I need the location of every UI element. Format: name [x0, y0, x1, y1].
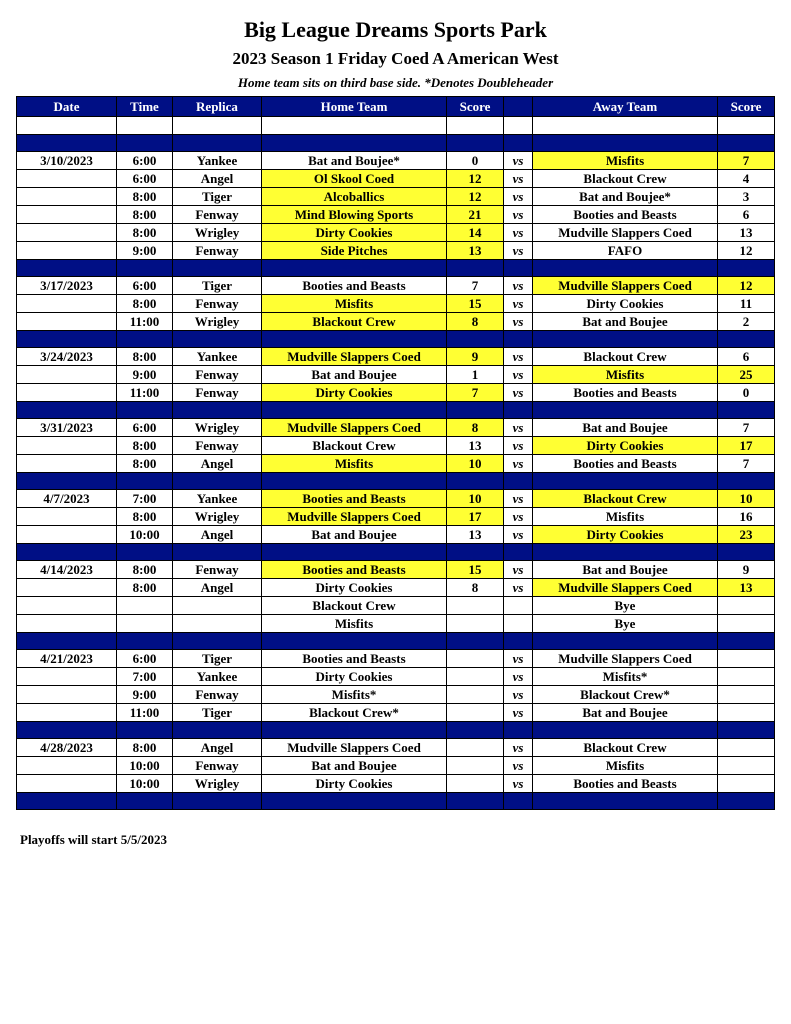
game-row [17, 686, 775, 704]
home-score-cell: 7 [447, 277, 504, 295]
vs-cell: vs [504, 348, 533, 366]
home-score-cell: 15 [447, 295, 504, 313]
away-score-cell [718, 704, 775, 722]
away-score-cell [718, 615, 775, 633]
game-row [17, 561, 775, 579]
time-cell: 8:00 [117, 295, 173, 313]
home-team-cell: Bat and Boujee* [262, 152, 447, 170]
vs-cell: vs [504, 561, 533, 579]
home-team-cell: Blackout Crew* [262, 704, 447, 722]
date-cell [17, 668, 117, 686]
away-team-cell: Mudville Slappers Coed [533, 650, 718, 668]
away-score-cell [718, 668, 775, 686]
game-row [17, 313, 775, 331]
time-cell: 8:00 [117, 224, 173, 242]
home-team-cell: Blackout Crew [262, 437, 447, 455]
away-team-cell: Misfits* [533, 668, 718, 686]
week-separator-row [17, 473, 775, 490]
schedule-table [16, 96, 775, 810]
date-cell [17, 313, 117, 331]
away-team-cell: Blackout Crew [533, 348, 718, 366]
date-cell: 4/28/2023 [17, 739, 117, 757]
away-team-cell: Blackout Crew [533, 170, 718, 188]
week-separator-row [17, 544, 775, 561]
date-cell: 3/24/2023 [17, 348, 117, 366]
date-cell [17, 366, 117, 384]
schedule-note: Home team sits on third base side. *Denotes Doubleheader [237, 75, 554, 90]
away-team-cell: Misfits [533, 366, 718, 384]
home-score-cell [447, 757, 504, 775]
col-header-date: Date [17, 97, 117, 117]
vs-cell: vs [504, 739, 533, 757]
blank-row [17, 117, 775, 135]
away-score-cell: 6 [718, 206, 775, 224]
home-score-cell: 8 [447, 419, 504, 437]
away-team-cell: Bat and Boujee [533, 419, 718, 437]
home-team-cell: Bat and Boujee [262, 366, 447, 384]
away-team-cell: Mudville Slappers Coed [533, 277, 718, 295]
away-team-cell: Dirty Cookies [533, 526, 718, 544]
replica-cell: Yankee [173, 490, 262, 508]
home-score-cell: 17 [447, 508, 504, 526]
game-row [17, 419, 775, 437]
vs-cell: vs [504, 650, 533, 668]
vs-cell: vs [504, 757, 533, 775]
away-score-cell: 7 [718, 419, 775, 437]
home-score-cell [447, 668, 504, 686]
home-score-cell: 12 [447, 188, 504, 206]
away-score-cell: 25 [718, 366, 775, 384]
replica-cell: Wrigley [173, 224, 262, 242]
replica-cell [173, 615, 262, 633]
replica-cell: Yankee [173, 152, 262, 170]
vs-cell: vs [504, 668, 533, 686]
date-cell: 4/21/2023 [17, 650, 117, 668]
playoffs-note: Playoffs will start 5/5/2023 [20, 832, 167, 847]
away-score-cell: 0 [718, 384, 775, 402]
vs-cell: vs [504, 384, 533, 402]
time-cell [117, 597, 173, 615]
home-score-cell: 10 [447, 455, 504, 473]
game-row [17, 455, 775, 473]
time-cell: 9:00 [117, 242, 173, 260]
home-score-cell [447, 775, 504, 793]
home-team-cell: Misfits [262, 615, 447, 633]
home-score-cell: 9 [447, 348, 504, 366]
replica-cell: Tiger [173, 277, 262, 295]
away-team-cell: Blackout Crew [533, 739, 718, 757]
page-subtitle: 2023 Season 1 Friday Coed A American West [232, 49, 559, 68]
home-team-cell: Side Pitches [262, 242, 447, 260]
replica-cell: Angel [173, 526, 262, 544]
date-cell [17, 188, 117, 206]
away-team-cell: Bat and Boujee* [533, 188, 718, 206]
home-team-cell: Mudville Slappers Coed [262, 508, 447, 526]
replica-cell: Angel [173, 455, 262, 473]
home-team-cell: Mind Blowing Sports [262, 206, 447, 224]
col-header-away-score: Score [718, 97, 775, 117]
away-score-cell: 12 [718, 242, 775, 260]
home-team-cell: Misfits* [262, 686, 447, 704]
time-cell: 6:00 [117, 170, 173, 188]
time-cell [117, 615, 173, 633]
date-cell [17, 224, 117, 242]
away-team-cell: Bat and Boujee [533, 561, 718, 579]
away-team-cell: Mudville Slappers Coed [533, 579, 718, 597]
replica-cell: Angel [173, 739, 262, 757]
home-team-cell: Dirty Cookies [262, 579, 447, 597]
home-score-cell: 14 [447, 224, 504, 242]
away-team-cell: FAFO [533, 242, 718, 260]
game-row [17, 704, 775, 722]
time-cell: 6:00 [117, 650, 173, 668]
week-separator-row [17, 260, 775, 277]
replica-cell: Tiger [173, 704, 262, 722]
away-score-cell: 7 [718, 152, 775, 170]
vs-cell: vs [504, 242, 533, 260]
time-cell: 11:00 [117, 384, 173, 402]
time-cell: 8:00 [117, 561, 173, 579]
vs-cell: vs [504, 508, 533, 526]
away-team-cell: Booties and Beasts [533, 775, 718, 793]
away-score-cell: 13 [718, 224, 775, 242]
page-title: Big League Dreams Sports Park [244, 17, 547, 42]
away-score-cell [718, 739, 775, 757]
replica-cell: Wrigley [173, 775, 262, 793]
home-score-cell [447, 686, 504, 704]
away-score-cell: 23 [718, 526, 775, 544]
time-cell: 8:00 [117, 437, 173, 455]
vs-cell: vs [504, 188, 533, 206]
game-row [17, 348, 775, 366]
home-score-cell: 12 [447, 170, 504, 188]
game-row [17, 295, 775, 313]
game-row [17, 757, 775, 775]
away-team-cell: Booties and Beasts [533, 384, 718, 402]
away-team-cell: Bye [533, 615, 718, 633]
col-header-home-team: Home Team [262, 97, 447, 117]
col-header-away-team: Away Team [533, 97, 718, 117]
week-separator-row [17, 793, 775, 810]
replica-cell: Fenway [173, 242, 262, 260]
replica-cell: Yankee [173, 348, 262, 366]
date-cell [17, 170, 117, 188]
home-team-cell: Ol Skool Coed [262, 170, 447, 188]
replica-cell: Tiger [173, 650, 262, 668]
game-row [17, 152, 775, 170]
schedule-body [17, 117, 775, 810]
game-row [17, 384, 775, 402]
away-team-cell: Blackout Crew [533, 490, 718, 508]
home-score-cell: 0 [447, 152, 504, 170]
vs-cell: vs [504, 526, 533, 544]
home-team-cell: Booties and Beasts [262, 561, 447, 579]
away-score-cell: 11 [718, 295, 775, 313]
replica-cell: Angel [173, 579, 262, 597]
away-score-cell: 6 [718, 348, 775, 366]
game-row [17, 597, 775, 615]
game-row [17, 490, 775, 508]
home-team-cell: Misfits [262, 295, 447, 313]
home-score-cell: 13 [447, 242, 504, 260]
away-score-cell: 13 [718, 579, 775, 597]
home-team-cell: Bat and Boujee [262, 526, 447, 544]
home-score-cell: 8 [447, 313, 504, 331]
home-score-cell: 7 [447, 384, 504, 402]
replica-cell: Fenway [173, 384, 262, 402]
home-team-cell: Booties and Beasts [262, 277, 447, 295]
time-cell: 8:00 [117, 508, 173, 526]
vs-cell: vs [504, 277, 533, 295]
home-team-cell: Alcoballics [262, 188, 447, 206]
home-team-cell: Misfits [262, 455, 447, 473]
game-row [17, 615, 775, 633]
away-score-cell [718, 775, 775, 793]
time-cell: 8:00 [117, 348, 173, 366]
away-team-cell: Dirty Cookies [533, 437, 718, 455]
vs-cell [504, 597, 533, 615]
vs-cell [504, 615, 533, 633]
col-header-vs [504, 97, 533, 117]
date-cell: 4/7/2023 [17, 490, 117, 508]
home-score-cell: 1 [447, 366, 504, 384]
week-separator-row [17, 402, 775, 419]
vs-cell: vs [504, 170, 533, 188]
vs-cell: vs [504, 579, 533, 597]
vs-cell: vs [504, 704, 533, 722]
date-cell [17, 615, 117, 633]
away-team-cell: Misfits [533, 508, 718, 526]
away-score-cell: 9 [718, 561, 775, 579]
home-team-cell: Mudville Slappers Coed [262, 739, 447, 757]
away-team-cell: Bat and Boujee [533, 704, 718, 722]
vs-cell: vs [504, 224, 533, 242]
time-cell: 7:00 [117, 490, 173, 508]
col-header-replica: Replica [173, 97, 262, 117]
date-cell [17, 508, 117, 526]
away-score-cell: 7 [718, 455, 775, 473]
home-score-cell [447, 650, 504, 668]
vs-cell: vs [504, 366, 533, 384]
time-cell: 10:00 [117, 775, 173, 793]
vs-cell: vs [504, 490, 533, 508]
vs-cell: vs [504, 455, 533, 473]
away-score-cell [718, 686, 775, 704]
home-score-cell [447, 704, 504, 722]
game-row [17, 775, 775, 793]
replica-cell: Angel [173, 170, 262, 188]
away-score-cell: 12 [718, 277, 775, 295]
date-cell [17, 206, 117, 224]
game-row [17, 579, 775, 597]
vs-cell: vs [504, 206, 533, 224]
time-cell: 9:00 [117, 366, 173, 384]
time-cell: 9:00 [117, 686, 173, 704]
date-cell: 3/17/2023 [17, 277, 117, 295]
time-cell: 8:00 [117, 739, 173, 757]
game-row [17, 650, 775, 668]
col-header-time: Time [117, 97, 173, 117]
home-team-cell: Dirty Cookies [262, 384, 447, 402]
date-cell: 3/31/2023 [17, 419, 117, 437]
replica-cell: Fenway [173, 757, 262, 775]
away-score-cell: 2 [718, 313, 775, 331]
away-team-cell: Misfits [533, 757, 718, 775]
home-team-cell: Dirty Cookies [262, 775, 447, 793]
week-separator-row [17, 135, 775, 152]
date-cell [17, 384, 117, 402]
replica-cell: Fenway [173, 366, 262, 384]
away-score-cell [718, 597, 775, 615]
home-team-cell: Dirty Cookies [262, 668, 447, 686]
home-score-cell [447, 739, 504, 757]
away-score-cell: 17 [718, 437, 775, 455]
home-score-cell: 13 [447, 526, 504, 544]
home-score-cell: 21 [447, 206, 504, 224]
time-cell: 10:00 [117, 526, 173, 544]
week-separator-row [17, 331, 775, 348]
replica-cell: Fenway [173, 686, 262, 704]
away-score-cell [718, 650, 775, 668]
game-row [17, 188, 775, 206]
date-cell [17, 579, 117, 597]
home-team-cell: Mudville Slappers Coed [262, 419, 447, 437]
replica-cell: Wrigley [173, 419, 262, 437]
replica-cell: Fenway [173, 295, 262, 313]
game-row [17, 526, 775, 544]
replica-cell [173, 597, 262, 615]
game-row [17, 170, 775, 188]
game-row [17, 242, 775, 260]
time-cell: 10:00 [117, 757, 173, 775]
vs-cell: vs [504, 775, 533, 793]
date-cell [17, 455, 117, 473]
away-team-cell: Blackout Crew* [533, 686, 718, 704]
vs-cell: vs [504, 686, 533, 704]
game-row [17, 437, 775, 455]
away-team-cell: Dirty Cookies [533, 295, 718, 313]
date-cell [17, 757, 117, 775]
date-cell [17, 295, 117, 313]
game-row [17, 508, 775, 526]
time-cell: 8:00 [117, 579, 173, 597]
home-score-cell: 8 [447, 579, 504, 597]
time-cell: 8:00 [117, 206, 173, 224]
away-score-cell: 4 [718, 170, 775, 188]
home-score-cell: 15 [447, 561, 504, 579]
away-score-cell [718, 757, 775, 775]
replica-cell: Fenway [173, 561, 262, 579]
home-score-cell: 13 [447, 437, 504, 455]
away-score-cell: 10 [718, 490, 775, 508]
away-score-cell: 16 [718, 508, 775, 526]
replica-cell: Tiger [173, 188, 262, 206]
game-row [17, 366, 775, 384]
away-team-cell: Bye [533, 597, 718, 615]
home-team-cell: Blackout Crew [262, 313, 447, 331]
vs-cell: vs [504, 419, 533, 437]
time-cell: 11:00 [117, 704, 173, 722]
time-cell: 6:00 [117, 419, 173, 437]
away-team-cell: Booties and Beasts [533, 206, 718, 224]
date-cell: 4/14/2023 [17, 561, 117, 579]
home-score-cell [447, 615, 504, 633]
home-team-cell: Mudville Slappers Coed [262, 348, 447, 366]
home-team-cell: Booties and Beasts [262, 650, 447, 668]
game-row [17, 224, 775, 242]
replica-cell: Fenway [173, 437, 262, 455]
time-cell: 6:00 [117, 277, 173, 295]
game-row [17, 277, 775, 295]
date-cell [17, 704, 117, 722]
away-team-cell: Mudville Slappers Coed [533, 224, 718, 242]
time-cell: 6:00 [117, 152, 173, 170]
week-separator-row [17, 633, 775, 650]
vs-cell: vs [504, 152, 533, 170]
date-cell [17, 437, 117, 455]
time-cell: 8:00 [117, 188, 173, 206]
replica-cell: Wrigley [173, 313, 262, 331]
date-cell [17, 775, 117, 793]
date-cell [17, 597, 117, 615]
home-team-cell: Blackout Crew [262, 597, 447, 615]
date-cell: 3/10/2023 [17, 152, 117, 170]
vs-cell: vs [504, 295, 533, 313]
away-team-cell: Booties and Beasts [533, 455, 718, 473]
replica-cell: Fenway [173, 206, 262, 224]
away-score-cell: 3 [718, 188, 775, 206]
date-cell [17, 686, 117, 704]
game-row [17, 739, 775, 757]
away-team-cell: Misfits [533, 152, 718, 170]
home-score-cell [447, 597, 504, 615]
home-team-cell: Bat and Boujee [262, 757, 447, 775]
away-team-cell: Bat and Boujee [533, 313, 718, 331]
home-team-cell: Dirty Cookies [262, 224, 447, 242]
game-row [17, 206, 775, 224]
replica-cell: Yankee [173, 668, 262, 686]
time-cell: 8:00 [117, 455, 173, 473]
week-separator-row [17, 722, 775, 739]
home-score-cell: 10 [447, 490, 504, 508]
vs-cell: vs [504, 437, 533, 455]
replica-cell: Wrigley [173, 508, 262, 526]
header-row [17, 97, 775, 117]
col-header-home-score: Score [447, 97, 504, 117]
home-team-cell: Booties and Beasts [262, 490, 447, 508]
game-row [17, 668, 775, 686]
time-cell: 7:00 [117, 668, 173, 686]
vs-cell: vs [504, 313, 533, 331]
date-cell [17, 242, 117, 260]
date-cell [17, 526, 117, 544]
time-cell: 11:00 [117, 313, 173, 331]
